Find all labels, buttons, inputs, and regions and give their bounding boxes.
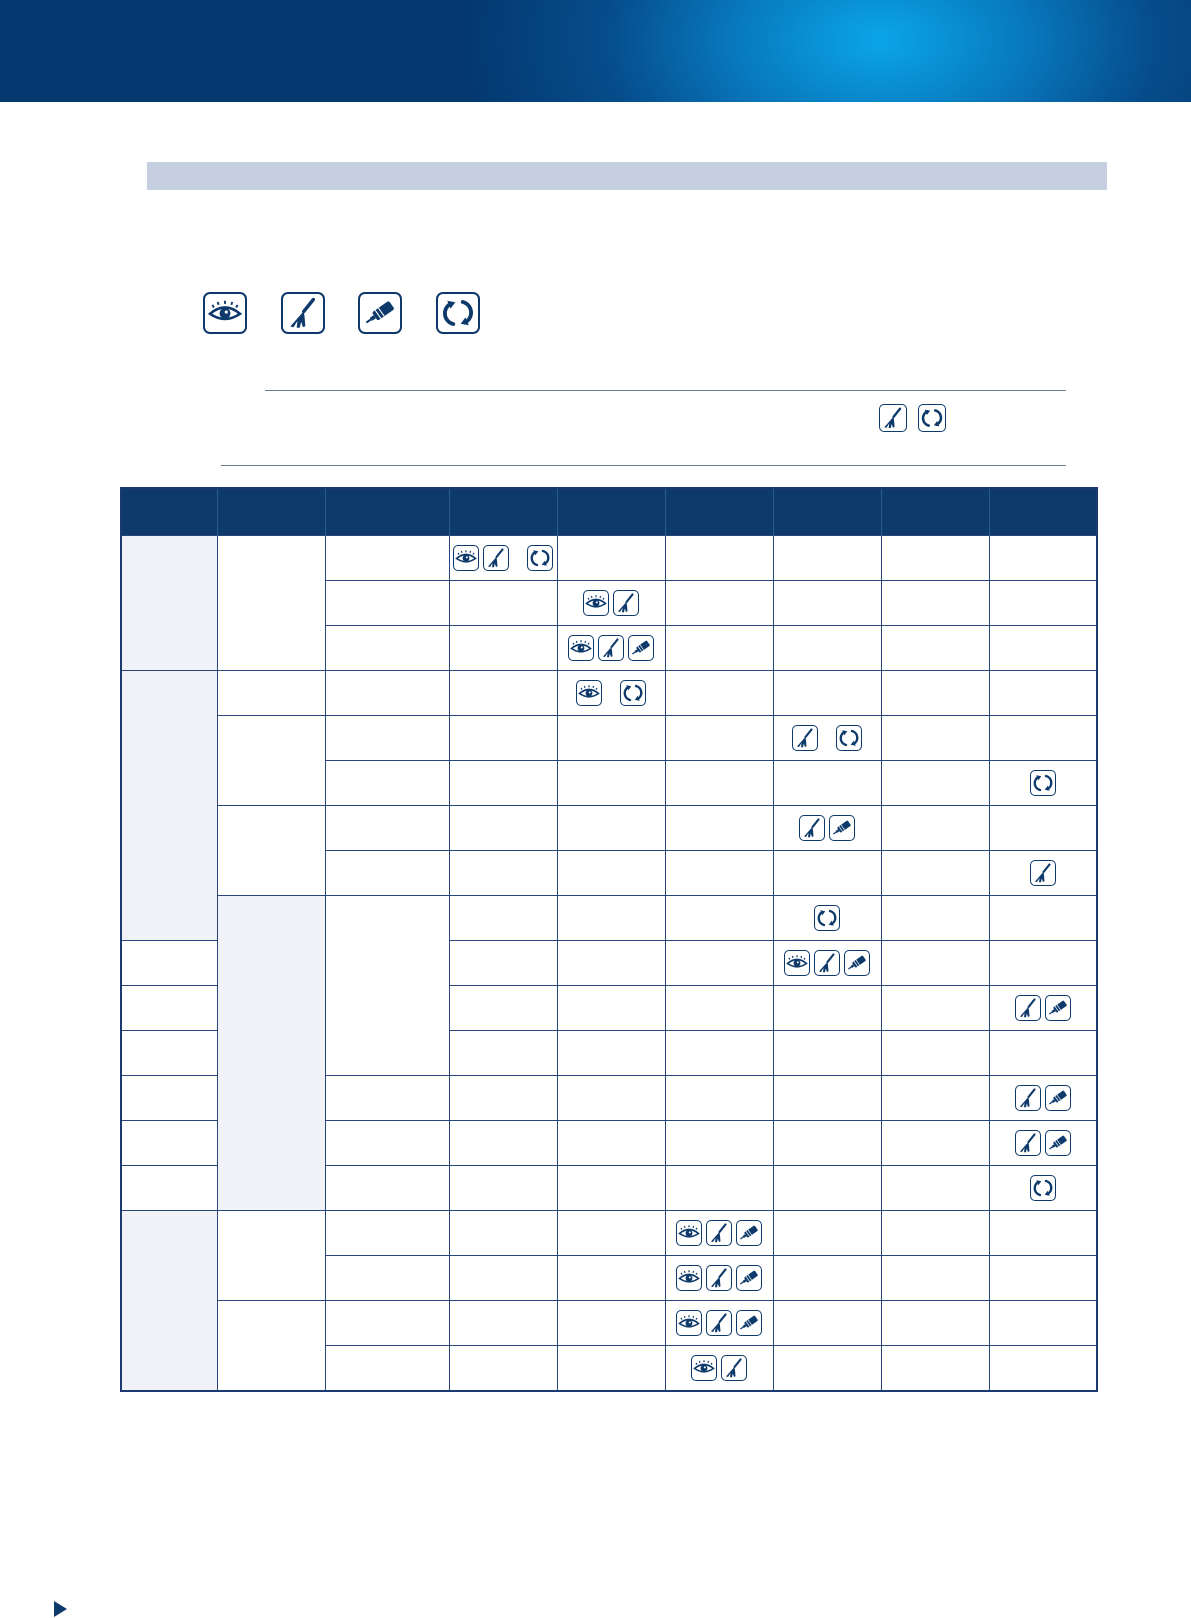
table-cell — [449, 536, 557, 581]
table-cell — [557, 1211, 665, 1256]
table-cell — [773, 896, 881, 941]
header-cell — [121, 488, 217, 536]
group-cell — [121, 536, 217, 671]
table-cell — [325, 1076, 449, 1121]
brush-icon — [792, 725, 818, 751]
eye-icon — [784, 950, 810, 976]
table-cell — [989, 806, 1097, 851]
table-header-row — [121, 488, 1097, 536]
table-cell — [989, 896, 1097, 941]
table-cell — [665, 941, 773, 986]
table-cell — [325, 581, 449, 626]
table-cell — [325, 1346, 449, 1392]
subgroup-cell — [217, 671, 325, 716]
table-cell — [325, 851, 449, 896]
table-cell — [773, 716, 881, 761]
table-cell — [449, 806, 557, 851]
table-cell — [557, 1346, 665, 1392]
table-cell — [449, 941, 557, 986]
note-top-rule — [265, 390, 1066, 391]
table-cell — [665, 1076, 773, 1121]
table-cell — [449, 1121, 557, 1166]
table-cell — [121, 986, 217, 1031]
table-cell — [881, 626, 989, 671]
table-cell — [989, 536, 1097, 581]
table-cell — [989, 1211, 1097, 1256]
table-cell — [989, 626, 1097, 671]
table-cell — [989, 671, 1097, 716]
eye-icon — [676, 1220, 702, 1246]
table-cell — [773, 1301, 881, 1346]
brush-icon — [1015, 1085, 1041, 1111]
note-bottom-rule — [221, 465, 1066, 466]
replace-icon — [836, 725, 862, 751]
table-cell — [665, 896, 773, 941]
table-cell — [881, 536, 989, 581]
table-cell — [881, 716, 989, 761]
replace-icon — [620, 680, 646, 706]
replace-icon — [1030, 1175, 1056, 1201]
header-cell — [773, 488, 881, 536]
maintenance-table — [120, 487, 1098, 1392]
table-row — [121, 536, 1097, 581]
table-cell — [881, 671, 989, 716]
table-cell — [449, 1301, 557, 1346]
table-cell — [989, 851, 1097, 896]
brush-icon — [706, 1265, 732, 1291]
table-cell — [665, 581, 773, 626]
table-cell — [665, 806, 773, 851]
table-cell — [665, 761, 773, 806]
grease-gun-icon — [1045, 1085, 1071, 1111]
table-cell — [665, 1301, 773, 1346]
table-cell — [665, 1166, 773, 1211]
eye-icon — [568, 635, 594, 661]
table-cell — [557, 536, 665, 581]
table-cell — [557, 1076, 665, 1121]
table-cell — [773, 671, 881, 716]
table-cell — [881, 1166, 989, 1211]
grease-gun-icon — [736, 1220, 762, 1246]
table-cell — [881, 1031, 989, 1076]
table-cell — [557, 626, 665, 671]
grease-gun-icon — [1045, 1130, 1071, 1156]
grease-gun-icon — [844, 950, 870, 976]
table-cell — [989, 716, 1097, 761]
group-cell — [217, 896, 325, 1211]
table-cell — [773, 941, 881, 986]
table-cell — [449, 671, 557, 716]
header-band — [0, 0, 1191, 102]
grease-gun-icon — [829, 815, 855, 841]
table-cell — [121, 941, 217, 986]
replace-icon — [1030, 770, 1056, 796]
table-cell — [449, 1076, 557, 1121]
table-cell — [989, 1031, 1097, 1076]
table-row — [121, 806, 1097, 851]
table-cell — [325, 761, 449, 806]
subgroup-cell — [217, 1301, 325, 1392]
section-title-bar — [147, 162, 1107, 190]
table-cell — [449, 581, 557, 626]
brush-icon — [706, 1310, 732, 1336]
table-cell — [557, 1301, 665, 1346]
table-cell — [773, 1346, 881, 1392]
brush-icon — [483, 545, 509, 571]
table-row — [121, 1211, 1097, 1256]
subgroup-cell — [325, 896, 449, 1076]
table-row — [121, 896, 1097, 941]
replace-icon — [436, 292, 480, 334]
table-cell — [773, 1256, 881, 1301]
grease-gun-icon — [628, 635, 654, 661]
table-cell — [881, 851, 989, 896]
brush-icon — [814, 950, 840, 976]
table-cell — [665, 671, 773, 716]
table-cell — [989, 1346, 1097, 1392]
table-cell — [989, 581, 1097, 626]
table-cell — [989, 1301, 1097, 1346]
table-cell — [881, 1076, 989, 1121]
table-cell — [325, 1211, 449, 1256]
group-cell — [121, 1211, 217, 1392]
table-cell — [881, 581, 989, 626]
table-cell — [449, 1211, 557, 1256]
table-cell — [773, 761, 881, 806]
table-cell — [557, 1121, 665, 1166]
subgroup-cell — [121, 1121, 217, 1166]
table-cell — [773, 1121, 881, 1166]
table-cell — [557, 1166, 665, 1211]
table-row — [121, 1301, 1097, 1346]
brush-icon — [1015, 1130, 1041, 1156]
table-cell — [881, 986, 989, 1031]
subgroup-cell — [217, 1211, 325, 1301]
table-cell — [665, 1031, 773, 1076]
brush-icon — [281, 292, 325, 334]
table-cell — [881, 1211, 989, 1256]
header-cell — [217, 488, 325, 536]
table-cell — [325, 536, 449, 581]
brush-icon — [598, 635, 624, 661]
table-row — [121, 716, 1097, 761]
eye-icon — [203, 292, 247, 334]
header-cell — [881, 488, 989, 536]
subgroup-cell — [217, 806, 325, 896]
table-cell — [881, 761, 989, 806]
eye-icon — [576, 680, 602, 706]
grease-gun-icon — [358, 292, 402, 334]
table-cell — [557, 716, 665, 761]
table-cell — [325, 671, 449, 716]
table-cell — [557, 851, 665, 896]
brush-icon — [613, 590, 639, 616]
table-cell — [557, 896, 665, 941]
table-cell — [881, 806, 989, 851]
table-cell — [881, 1346, 989, 1392]
table-cell — [881, 1256, 989, 1301]
table-cell — [325, 1301, 449, 1346]
table-cell — [449, 1031, 557, 1076]
table-cell — [881, 1121, 989, 1166]
grease-gun-icon — [736, 1310, 762, 1336]
table-cell — [989, 1121, 1097, 1166]
grease-gun-icon — [1045, 995, 1071, 1021]
table-cell — [773, 626, 881, 671]
table-cell — [989, 986, 1097, 1031]
table-cell — [773, 986, 881, 1031]
table-cell — [773, 851, 881, 896]
table-cell — [325, 806, 449, 851]
table-cell — [121, 1031, 217, 1076]
table-cell — [665, 1346, 773, 1392]
brush-icon — [1030, 860, 1056, 886]
eye-icon — [676, 1310, 702, 1336]
table-cell — [989, 941, 1097, 986]
table-cell — [449, 1256, 557, 1301]
table-cell — [449, 851, 557, 896]
brush-icon — [706, 1220, 732, 1246]
table-cell — [989, 1166, 1097, 1211]
table-cell — [665, 1211, 773, 1256]
table-cell — [557, 941, 665, 986]
page-arrow-icon — [54, 1601, 67, 1617]
eye-icon — [676, 1265, 702, 1291]
table-cell — [557, 986, 665, 1031]
table-cell — [665, 986, 773, 1031]
eye-icon — [691, 1355, 717, 1381]
table-cell — [773, 1076, 881, 1121]
grease-gun-icon — [736, 1265, 762, 1291]
table-cell — [665, 851, 773, 896]
table-cell — [557, 1256, 665, 1301]
brush-icon — [1015, 995, 1041, 1021]
table-cell — [881, 896, 989, 941]
brush-icon — [799, 815, 825, 841]
header-cell — [557, 488, 665, 536]
replace-icon — [527, 545, 553, 571]
table-cell — [989, 761, 1097, 806]
table-cell — [325, 1121, 449, 1166]
subgroup-cell — [121, 1166, 217, 1211]
table-cell — [557, 581, 665, 626]
table-cell — [665, 1121, 773, 1166]
table-cell — [325, 626, 449, 671]
replace-icon — [814, 905, 840, 931]
brush-icon — [879, 404, 907, 432]
subgroup-cell — [121, 1076, 217, 1121]
replace-icon — [918, 404, 946, 432]
table-cell — [665, 626, 773, 671]
table-cell — [773, 1031, 881, 1076]
table-cell — [989, 1076, 1097, 1121]
table-cell — [665, 1256, 773, 1301]
table-row — [121, 671, 1097, 716]
table-cell — [325, 716, 449, 761]
table-cell — [325, 1166, 449, 1211]
table-cell — [557, 671, 665, 716]
table-cell — [881, 1301, 989, 1346]
table-cell — [773, 1166, 881, 1211]
header-cell — [449, 488, 557, 536]
eye-icon — [453, 545, 479, 571]
table-cell — [773, 536, 881, 581]
table-cell — [773, 1211, 881, 1256]
header-cell — [665, 488, 773, 536]
table-cell — [557, 761, 665, 806]
table-cell — [557, 1031, 665, 1076]
brush-icon — [721, 1355, 747, 1381]
table-cell — [773, 806, 881, 851]
table-cell — [557, 806, 665, 851]
table-cell — [449, 1346, 557, 1392]
table-cell — [773, 581, 881, 626]
header-cell — [989, 488, 1097, 536]
subgroup-cell — [217, 716, 325, 806]
table-cell — [449, 761, 557, 806]
table-cell — [881, 941, 989, 986]
table-cell — [449, 716, 557, 761]
table-cell — [989, 1256, 1097, 1301]
table-cell — [665, 716, 773, 761]
table-cell — [325, 1256, 449, 1301]
table-cell — [449, 626, 557, 671]
subgroup-cell — [217, 536, 325, 671]
table-cell — [449, 1166, 557, 1211]
table-cell — [449, 986, 557, 1031]
table-cell — [449, 896, 557, 941]
group-cell — [121, 671, 217, 941]
table-cell — [665, 536, 773, 581]
header-cell — [325, 488, 449, 536]
eye-icon — [583, 590, 609, 616]
